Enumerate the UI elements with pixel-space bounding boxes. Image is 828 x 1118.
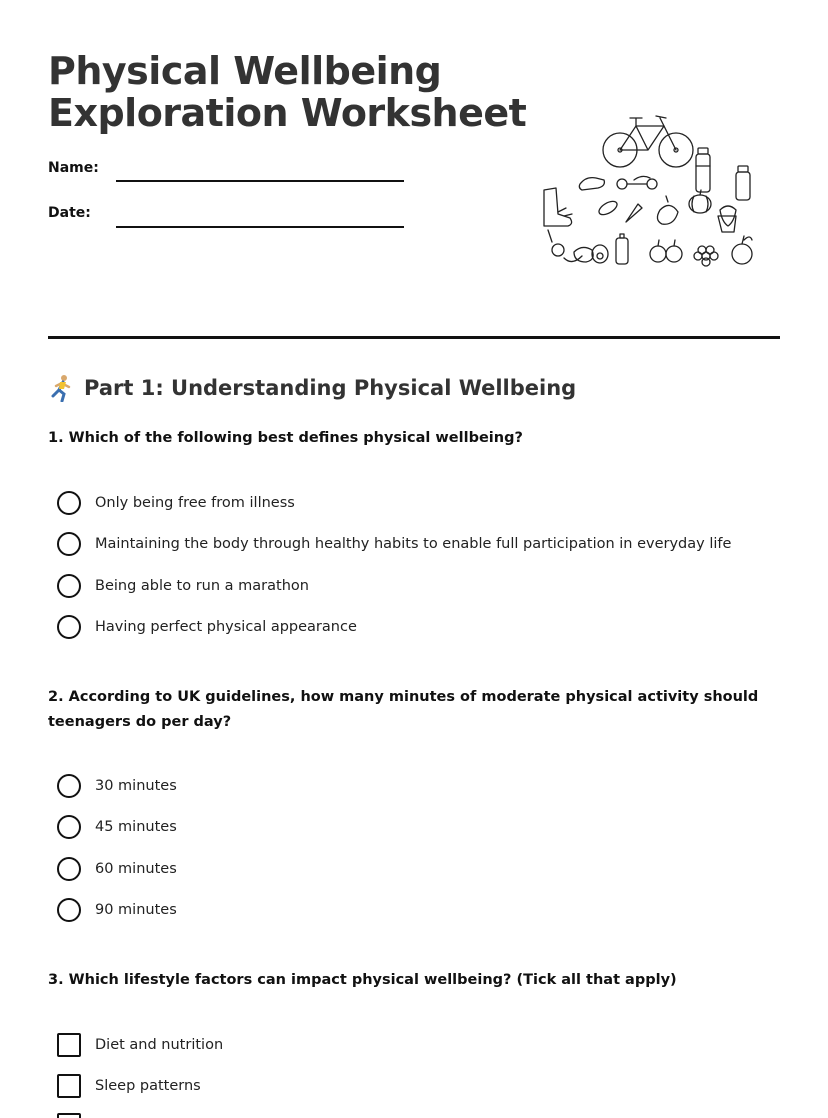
pepper-icon <box>574 247 593 262</box>
carrot-icon <box>626 204 642 222</box>
option-label: Maintaining the body through healthy habits to enable full participation in everyday life <box>95 536 732 552</box>
q1-option-2[interactable] <box>57 532 731 556</box>
dumbbell-icon <box>617 176 657 189</box>
checkbox[interactable] <box>57 1113 81 1118</box>
radio-button[interactable] <box>57 815 81 839</box>
eggplant-icon <box>657 196 678 224</box>
avocado-icon <box>592 245 608 263</box>
q2-option-4[interactable] <box>57 898 177 922</box>
apple-icon <box>732 236 752 264</box>
q1-option-4[interactable] <box>57 615 357 639</box>
option-label: Having perfect physical appearance <box>95 619 357 635</box>
radio-button[interactable] <box>57 532 81 556</box>
fitness-food-illustration-icon <box>538 104 760 270</box>
question-2: 2. According to UK guidelines, how many minutes of moderate physical activity should teenagers do per day? <box>48 689 759 730</box>
q2-option-1[interactable] <box>57 774 177 798</box>
radio-button[interactable] <box>57 574 81 598</box>
grapes-icon <box>694 246 718 266</box>
date-field[interactable] <box>116 226 404 228</box>
apples-icon <box>650 240 682 262</box>
section-heading <box>48 374 576 402</box>
question-3: 3. Which lifestyle factors can impact physical wellbeing? (Tick all that apply) <box>48 972 677 988</box>
watch-icon <box>548 230 582 262</box>
q1-option-1[interactable] <box>57 491 295 515</box>
radio-button[interactable] <box>57 491 81 515</box>
option-label: 30 minutes <box>95 778 177 794</box>
title-line-1: Physical Wellbeing <box>48 49 442 93</box>
question-1: 1. Which of the following best defines physical wellbeing? <box>48 430 523 446</box>
sneaker-icon <box>579 178 604 190</box>
q3-option-3-partial[interactable] <box>57 1113 95 1118</box>
option-label: Diet and nutrition <box>95 1037 224 1053</box>
section-divider <box>48 336 780 339</box>
q2-option-3[interactable] <box>57 857 177 881</box>
cucumber-icon <box>597 199 619 218</box>
bicycle-icon <box>603 116 693 167</box>
q1-option-3[interactable] <box>57 574 309 598</box>
runner-icon <box>48 374 74 402</box>
option-label: 60 minutes <box>95 861 177 877</box>
q2-option-2[interactable] <box>57 815 177 839</box>
checkbox[interactable] <box>57 1074 81 1098</box>
date-label: Date: <box>48 205 91 221</box>
checkbox[interactable] <box>57 1033 81 1057</box>
option-label: 90 minutes <box>95 902 177 918</box>
radio-button[interactable] <box>57 898 81 922</box>
option-label: Sleep patterns <box>95 1078 201 1094</box>
radio-button[interactable] <box>57 615 81 639</box>
page-title <box>48 50 526 134</box>
sports-bottle-icon <box>616 234 628 264</box>
boot-icon <box>544 188 572 226</box>
water-bottle-icon <box>696 148 710 192</box>
section-title: Part 1: Understanding Physical Wellbeing <box>84 376 577 400</box>
radio-button[interactable] <box>57 857 81 881</box>
title-line-2: Exploration Worksheet <box>48 91 527 135</box>
option-label: Only being free from illness <box>95 495 295 511</box>
pumpkin-icon <box>689 190 711 213</box>
q3-option-1[interactable] <box>57 1033 223 1057</box>
name-label: Name: <box>48 160 99 176</box>
name-field[interactable] <box>116 180 404 182</box>
flask-icon <box>736 166 750 200</box>
option-label: 45 minutes <box>95 819 177 835</box>
q3-option-2[interactable] <box>57 1074 201 1098</box>
option-label: Being able to run a marathon <box>95 578 309 594</box>
radio-button[interactable] <box>57 774 81 798</box>
